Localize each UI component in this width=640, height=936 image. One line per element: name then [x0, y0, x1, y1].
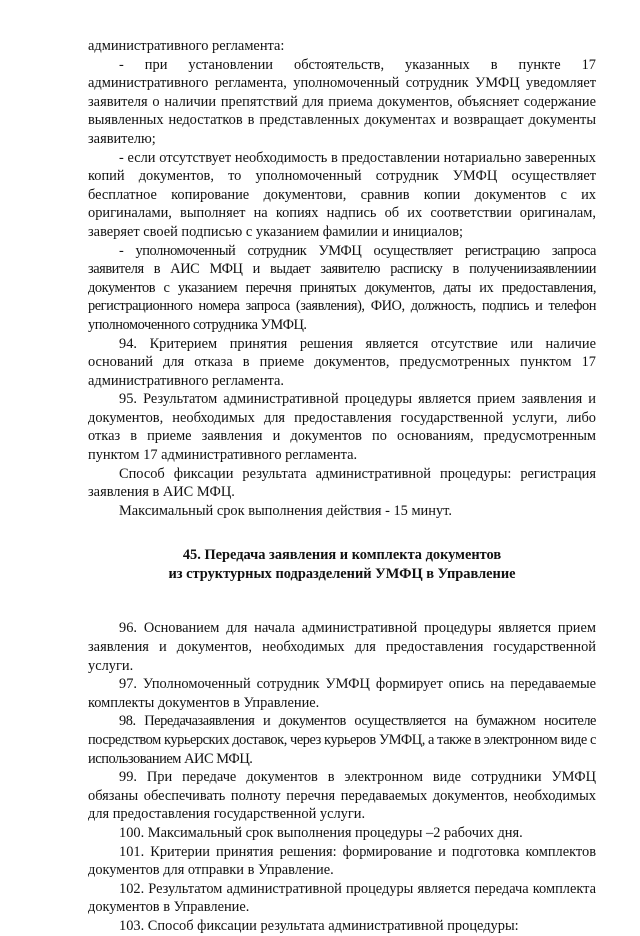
paragraph-bullet-copying: - если отсутствует необходимость в предоставлении нотариально заверенных копий документов, то уполномоченный сотрудник УМФЦ осуществляет бесплатное копирование документови, сравнив копии документов с их оригиналами, выполняет на копиях надпись об их соответствии оригиналам, заверяет своей подписью с указанием фамилии и инициалов;: [88, 149, 596, 240]
paragraph-100: 100. Максимальный срок выполнения процедуры –2 рабочих дня.: [119, 824, 523, 841]
paragraph-bullet-refusal: - при установлении обстоятельств, указанных в пункте 17 административного регламента, уполномоченный сотрудник УМФЦ уведомляет заявителя о наличии препятствий для приема документов, объясняет содержание выявленных недостатков в представленных документах и возвращает документы заявителю;: [88, 56, 596, 147]
paragraph-103: 103. Способ фиксации результата административной процедуры:: [119, 917, 519, 934]
paragraph-96: 96. Основанием для начала административной процедуры является прием заявления и документов, необходимых для предоставления государственной услуги.: [88, 620, 596, 674]
paragraph-bullet-registration: - уполномоченный сотрудник УМФЦ осуществляет регистрацию запроса заявителя в АИС МФЦ и выдает заявителю расписку в получениизаявлениии документов с указанием перечня принятых документов, даты их предоставления, регистрационного номера запроса (заявления), ФИО, должность, подпись и телефон уполномоченного сотрудника УМФЦ.: [88, 242, 596, 333]
paragraph-continuation: административного регламента:: [88, 38, 285, 54]
paragraph-102: 102. Результатом административной процедуры является передача комплекта документов в Управление.: [88, 880, 596, 916]
section-heading-line-2: из структурных подразделений УМФЦ в Управление: [168, 566, 516, 583]
paragraph-97: 97. Уполномоченный сотрудник УМФЦ формирует опись на передаваемые комплекты документов в Управление.: [88, 676, 596, 711]
section-heading-45: [88, 546, 596, 584]
paragraph-101: 101. Критерии принятия решения: формирование и подготовка комплектов документов для отправки в Управление.: [88, 843, 596, 879]
paragraph-98: 98. Передачазаявления и документов осуществляется на бумажном носителе посредством курьерских доставок, через курьеров УМФЦ, а также в электронном виде с использованием АИС МФЦ.: [88, 713, 596, 767]
paragraph-94: 94. Критерием принятия решения является отсутствие или наличие оснований для отказа в приеме документов, предусмотренных пунктом 17 административного регламента.: [88, 335, 596, 389]
paragraph-fixation-method: Способ фиксации результата административной процедуры: регистрация заявления в АИС МФЦ.: [88, 465, 596, 501]
paragraph-95: 95. Результатом административной процедуры является прием заявления и документов, необходимых для предоставления государственной услуги, либо отказ в приеме заявления и документов по основаниям, предусмотренным пунктом 17 административного регламента.: [88, 391, 596, 464]
section-heading-line-1: 45. Передача заявления и комплекта документов: [182, 547, 502, 564]
paragraph-max-duration: Максимальный срок выполнения действия - 15 минут.: [119, 502, 452, 519]
paragraph-99: 99. При передаче документов в электронном виде сотрудники УМФЦ обязаны обеспечивать полноту перечня передаваемых документов, необходимых для предоставления государственной услуги.: [88, 769, 596, 823]
